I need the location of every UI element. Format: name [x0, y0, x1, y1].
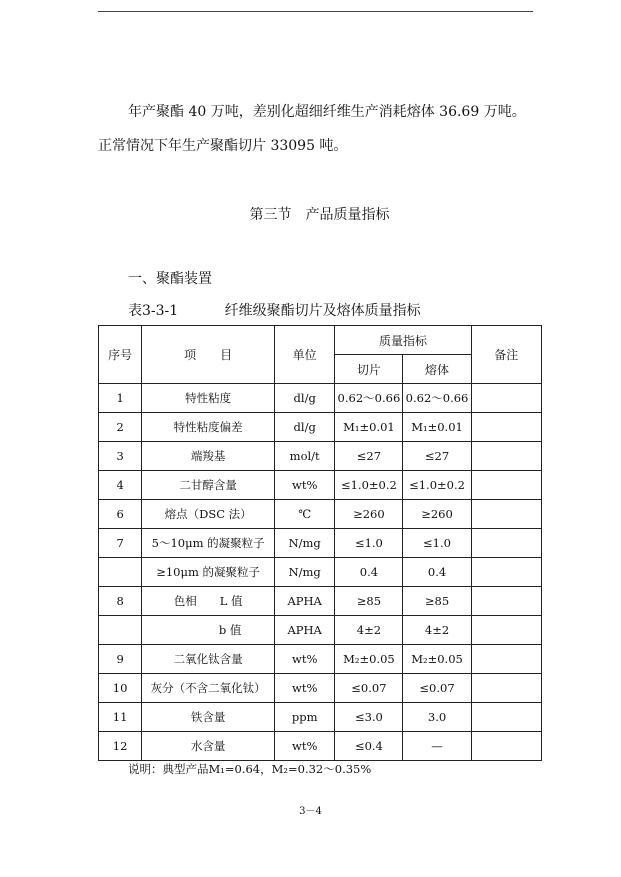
row-unit: dl/g: [275, 384, 335, 413]
row-remarks: [471, 442, 541, 471]
row-no: 9: [99, 645, 142, 674]
row-no: 11: [99, 703, 142, 732]
row-unit: wt%: [275, 471, 335, 500]
row-unit: dl/g: [275, 413, 335, 442]
row-no: 6: [99, 500, 142, 529]
row-melt: M₂±0.05: [403, 645, 471, 674]
table-caption: [128, 300, 421, 320]
row-melt: 3.0: [403, 703, 471, 732]
row-item: b 值: [142, 616, 275, 645]
row-chip: ≤0.07: [335, 674, 403, 703]
header-chip: 切片: [335, 355, 403, 384]
row-melt: 0.62～0.66: [403, 384, 471, 413]
table-row: [99, 674, 542, 703]
row-chip: ≥85: [335, 587, 403, 616]
row-remarks: [471, 587, 541, 616]
row-chip: M₂±0.05: [335, 645, 403, 674]
row-melt: ≤0.07: [403, 674, 471, 703]
row-item: 端羧基: [142, 442, 275, 471]
row-no: 1: [99, 384, 142, 413]
row-item: ≥10μm 的凝聚粒子: [142, 558, 275, 587]
row-item: 灰分（不含二氧化钛）: [142, 674, 275, 703]
row-no: [99, 558, 142, 587]
row-unit: N/mg: [275, 529, 335, 558]
row-chip: ≥260: [335, 500, 403, 529]
row-chip: ≤3.0: [335, 703, 403, 732]
quality-table: [98, 325, 542, 761]
row-remarks: [471, 529, 541, 558]
table-caption-number: 表3-3-1: [128, 303, 179, 319]
row-melt: 0.4: [403, 558, 471, 587]
header-item: 项 目: [142, 326, 275, 384]
row-chip: 4±2: [335, 616, 403, 645]
row-no: 4: [99, 471, 142, 500]
row-unit: mol/t: [275, 442, 335, 471]
row-no: 7: [99, 529, 142, 558]
row-chip: 0.4: [335, 558, 403, 587]
row-no: [99, 616, 142, 645]
table-caption-title: 纤维级聚酯切片及熔体质量指标: [224, 303, 421, 319]
row-melt: ≥260: [403, 500, 471, 529]
row-unit: APHA: [275, 587, 335, 616]
row-unit: wt%: [275, 674, 335, 703]
table-row: [99, 645, 542, 674]
row-item: 特性粘度: [142, 384, 275, 413]
table-note: 说明：典型产品M₁=0.64，M₂=0.32～0.35%: [128, 762, 372, 776]
row-unit: N/mg: [275, 558, 335, 587]
row-item: 水含量: [142, 732, 275, 761]
header-no: 序号: [99, 326, 142, 384]
table-row: [99, 703, 542, 732]
row-remarks: [471, 558, 541, 587]
header-rule: [98, 11, 533, 12]
row-item: 铁含量: [142, 703, 275, 732]
row-no: 2: [99, 413, 142, 442]
row-remarks: [471, 732, 541, 761]
row-item: 二甘醇含量: [142, 471, 275, 500]
header-quality: 质量指标: [335, 326, 471, 355]
row-unit: ℃: [275, 500, 335, 529]
header-unit: 单位: [275, 326, 335, 384]
row-remarks: [471, 413, 541, 442]
header-remarks: 备注: [471, 326, 541, 384]
row-remarks: [471, 471, 541, 500]
row-chip: 0.62～0.66: [335, 384, 403, 413]
row-item: 熔点（DSC 法）: [142, 500, 275, 529]
row-item: 5～10μm 的凝聚粒子: [142, 529, 275, 558]
table-row: [99, 616, 542, 645]
row-unit: wt%: [275, 732, 335, 761]
row-chip: ≤27: [335, 442, 403, 471]
row-unit: APHA: [275, 616, 335, 645]
row-melt: ≤1.0: [403, 529, 471, 558]
row-remarks: [471, 384, 541, 413]
header-melt: 熔体: [403, 355, 471, 384]
intro-line-2: 正常情况下年生产聚酯切片 33095 吨。: [98, 138, 348, 154]
table-row: [99, 587, 542, 616]
row-no: 3: [99, 442, 142, 471]
intro-line-1: 年产聚酯 40 万吨，差别化超细纤维生产消耗熔体 36.69 万吨。: [128, 104, 526, 120]
row-chip: ≤1.0±0.2: [335, 471, 403, 500]
row-melt: 4±2: [403, 616, 471, 645]
page-number: 3－4: [299, 806, 322, 817]
table-row: [99, 384, 542, 413]
row-remarks: [471, 703, 541, 732]
row-unit: ppm: [275, 703, 335, 732]
row-chip: M₁±0.01: [335, 413, 403, 442]
row-melt: M₁±0.01: [403, 413, 471, 442]
row-no: 10: [99, 674, 142, 703]
row-item: 色相 L 值: [142, 587, 275, 616]
table-row: [99, 732, 542, 761]
row-chip: ≤1.0: [335, 529, 403, 558]
table-row: [99, 413, 542, 442]
row-remarks: [471, 645, 541, 674]
row-item: 特性粘度偏差: [142, 413, 275, 442]
row-item: 二氧化钛含量: [142, 645, 275, 674]
row-melt: ≤1.0±0.2: [403, 471, 471, 500]
row-melt: —: [403, 732, 471, 761]
row-unit: wt%: [275, 645, 335, 674]
table-row: [99, 442, 542, 471]
table-row: [99, 558, 542, 587]
table-row: [99, 529, 542, 558]
row-melt: ≥85: [403, 587, 471, 616]
row-remarks: [471, 616, 541, 645]
row-remarks: [471, 500, 541, 529]
table-row: [99, 500, 542, 529]
sub-heading: 一、聚酯装置: [128, 271, 212, 287]
row-chip: ≤0.4: [335, 732, 403, 761]
row-no: 8: [99, 587, 142, 616]
table-row: [99, 471, 542, 500]
row-melt: ≤27: [403, 442, 471, 471]
row-no: 12: [99, 732, 142, 761]
row-remarks: [471, 674, 541, 703]
section-title: 第三节 产品质量指标: [249, 207, 390, 223]
